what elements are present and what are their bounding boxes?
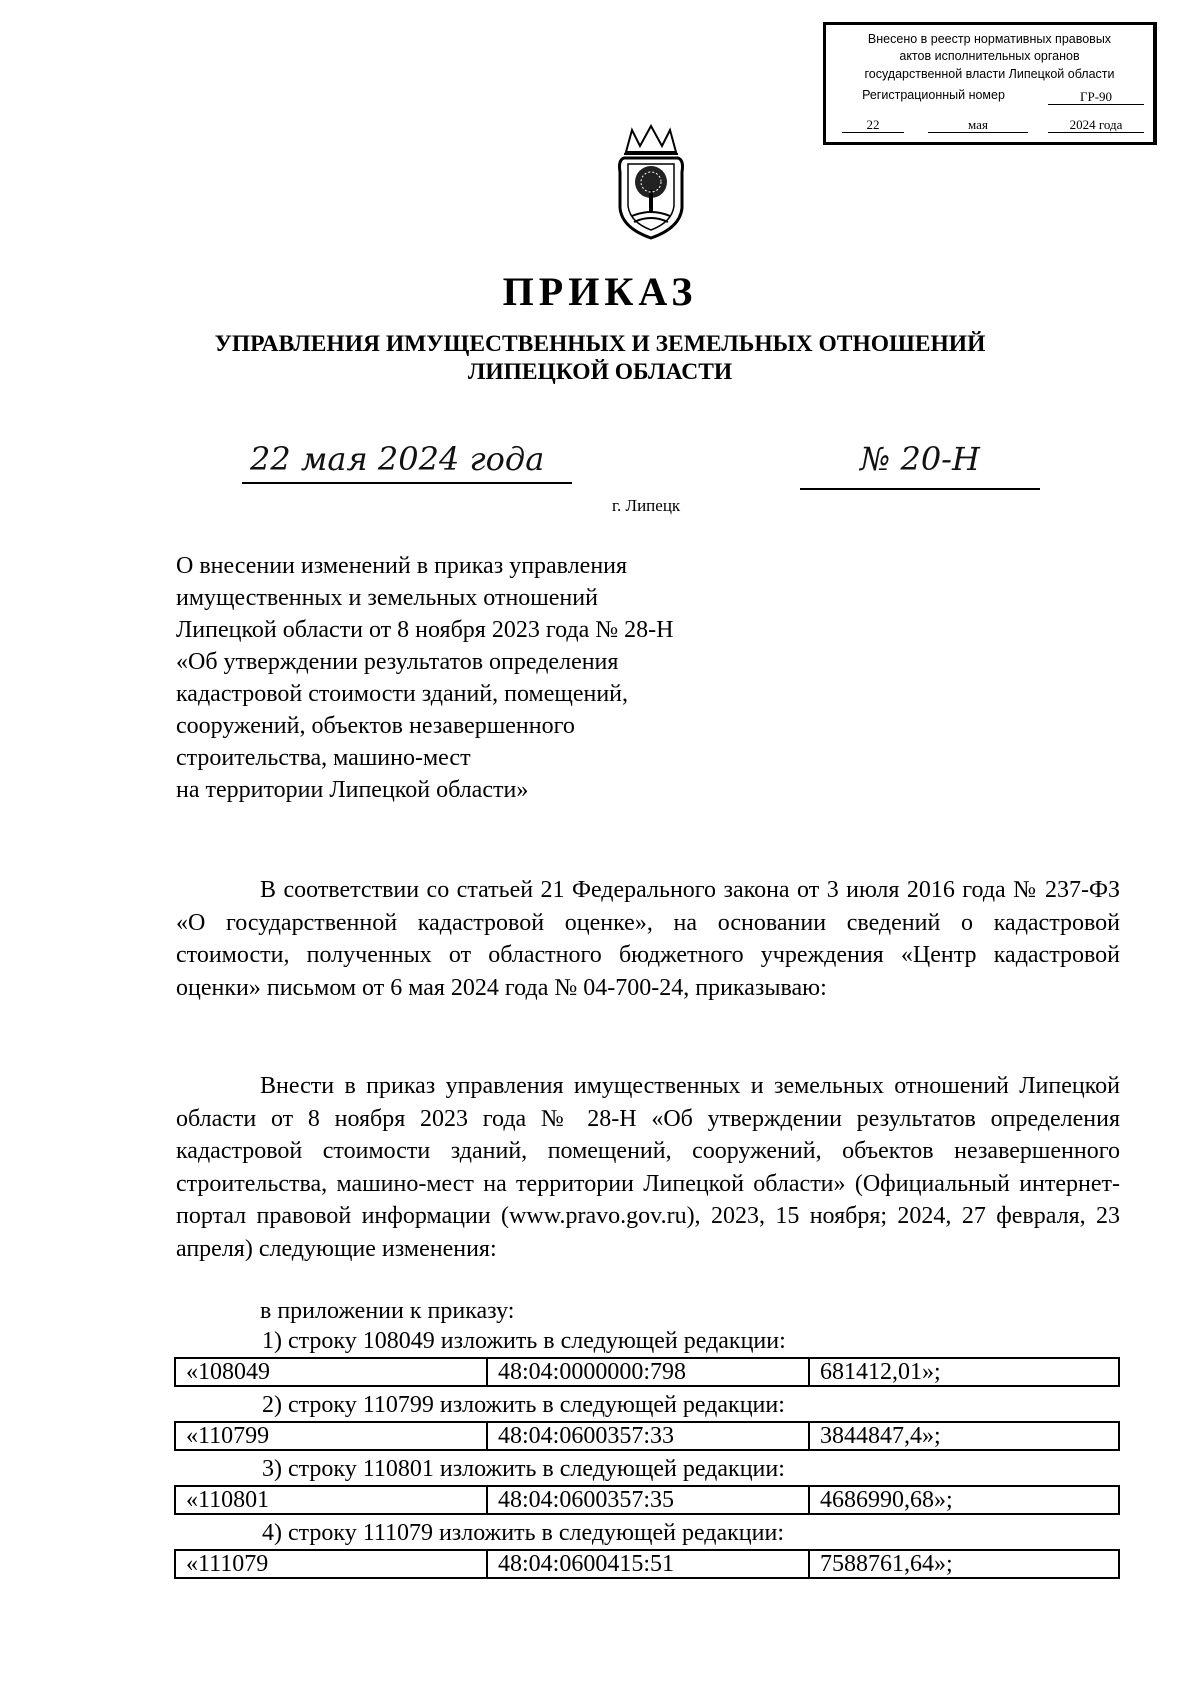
subject-line: кадастровой стоимости зданий, помещений, <box>176 681 629 707</box>
coat-of-arms-icon <box>612 124 690 242</box>
preamble-paragraph <box>176 874 1120 1004</box>
cadastral-number-cell: 48:04:0600357:35 <box>487 1486 809 1514</box>
order-text: Внести в приказ управления имущественных и земельных отношений Липецкой области от 8 ноября 2023 года № 28-Н «Об утверждении результатов определения кадастровой стоимости зданий, помещений, сооружений, объектов незавершенного строительства, машино-мест на территории Липецкой области» (Официальный интернет-портал правовой информации (www.pravo.gov.ru), 2023, 15 ноября; 2024, 27 февраля, 23 апреля) следующие изменения: <box>176 1073 1120 1262</box>
appendix-line: в приложении к приказу: <box>260 1298 515 1324</box>
stamp-line-3: государственной власти Липецкой области <box>864 67 1115 81</box>
handwritten-number: № 20-Н <box>860 440 980 478</box>
row-number-cell: «111079 <box>175 1550 487 1578</box>
cadastral-value-cell: 3844847,4»; <box>809 1422 1119 1450</box>
change-table-row <box>174 1485 1120 1515</box>
change-instruction: 4) строку 111079 изложить в следующей редакции: <box>262 1520 784 1546</box>
cadastral-value-cell: 681412,01»; <box>809 1358 1119 1386</box>
subject-line: О внесении изменений в приказ управления <box>176 553 628 579</box>
change-instruction: 2) строку 110799 изложить в следующей редакции: <box>262 1392 785 1418</box>
registry-stamp <box>823 22 1157 145</box>
change-table-row <box>174 1549 1120 1579</box>
change-table-row <box>174 1421 1120 1451</box>
subject-line: Липецкой области от 8 ноября 2023 года № 28-Н <box>176 617 674 643</box>
change-instruction: 3) строку 110801 изложить в следующей редакции: <box>262 1456 785 1482</box>
cadastral-value-cell: 4686990,68»; <box>809 1486 1119 1514</box>
stamp-reg-number: ГР-90 <box>1048 89 1144 105</box>
date-underline <box>242 482 572 484</box>
cadastral-number-cell: 48:04:0600357:33 <box>487 1422 809 1450</box>
stamp-reg-label: Регистрационный номер <box>862 88 1005 102</box>
row-number-cell: «110801 <box>175 1486 487 1514</box>
cadastral-number-cell: 48:04:0000000:798 <box>487 1358 809 1386</box>
cadastral-number-cell: 48:04:0600415:51 <box>487 1550 809 1578</box>
number-underline <box>800 488 1040 490</box>
cadastral-value-cell: 7588761,64»; <box>809 1550 1119 1578</box>
stamp-line-1: Внесено в реестр нормативных правовых <box>867 32 1112 46</box>
stamp-year: 2024 года <box>1048 117 1144 133</box>
stamp-month: мая <box>928 117 1028 133</box>
order-paragraph <box>176 1070 1120 1265</box>
city: г. Липецк <box>612 496 681 515</box>
document-subject <box>176 550 796 806</box>
change-table-row <box>174 1357 1120 1387</box>
preamble-text: В соответствии со статьей 21 Федерального закона от 3 июля 2016 года № 237-ФЗ «О государственной кадастровой оценке», на основании сведений о кадастровой стоимости, полученных от областного бюджетного учреждения «Центр кадастровой оценки» письмом от 6 мая 2024 года № 04-700-24, приказываю: <box>176 877 1120 1001</box>
handwritten-date: 22 мая 2024 года <box>250 440 545 478</box>
row-number-cell: «110799 <box>175 1422 487 1450</box>
subject-line: строительства, машино-мест <box>176 745 471 771</box>
subtitle-line-1: УПРАВЛЕНИЯ ИМУЩЕСТВЕННЫХ И ЗЕМЕЛЬНЫХ ОТНОШЕНИЙ <box>214 331 986 357</box>
subject-line: на территории Липецкой области» <box>176 777 529 803</box>
row-number-cell: «108049 <box>175 1358 487 1386</box>
subject-line: сооружений, объектов незавершенного <box>176 713 575 739</box>
document-subtitle <box>0 330 1200 386</box>
stamp-line-2: актов исполнительных органов <box>899 49 1080 63</box>
document-title: ПРИКАЗ <box>502 269 698 314</box>
stamp-day: 22 <box>842 117 904 133</box>
subject-line: «Об утверждении результатов определения <box>176 649 619 675</box>
subtitle-line-2: ЛИПЕЦКОЙ ОБЛАСТИ <box>467 359 733 385</box>
subject-line: имущественных и земельных отношений <box>176 585 598 611</box>
change-instruction: 1) строку 108049 изложить в следующей редакции: <box>262 1328 786 1354</box>
